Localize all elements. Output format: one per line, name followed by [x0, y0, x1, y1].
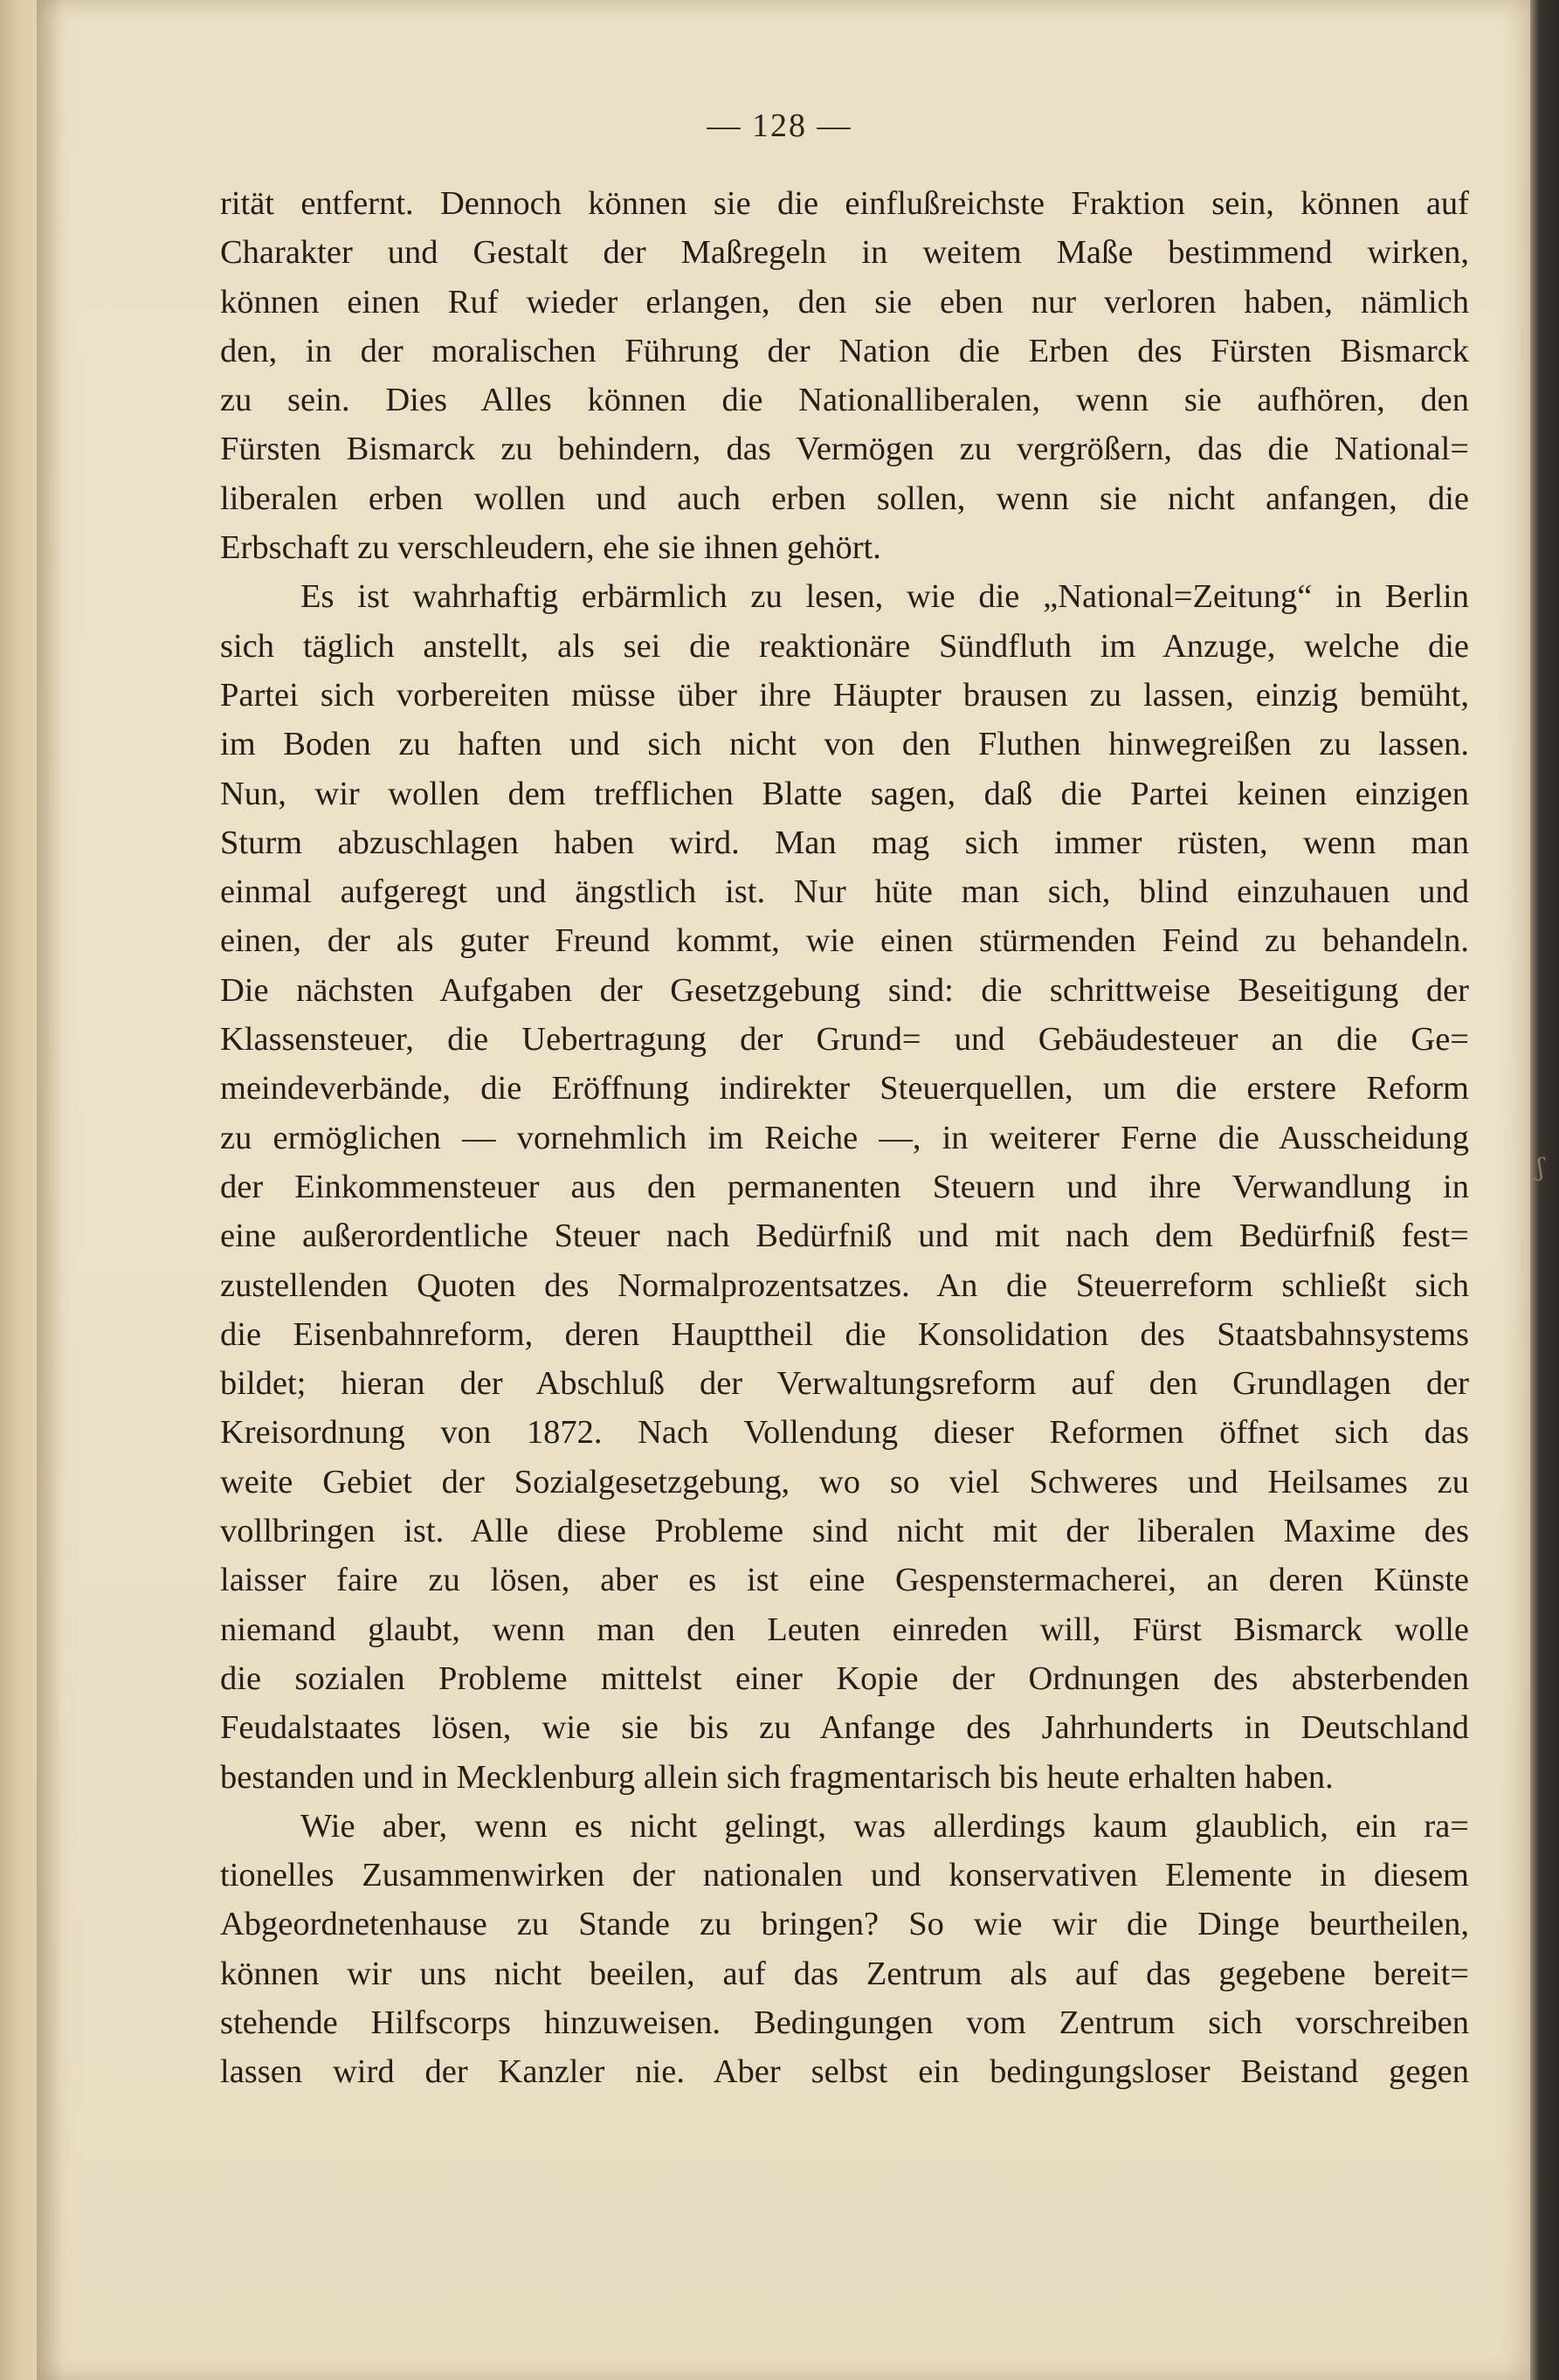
- text-line: der Einkommensteuer aus den permanenten Steuern und ihre Verwandlung in: [220, 1168, 1469, 1205]
- page-number: — 128 —: [707, 107, 852, 144]
- text-line: lassen wird der Kanzler nie. Aber selbst ein bedingungsloser Beistand gegen: [220, 2053, 1469, 2091]
- text-line: Klassensteuer, die Uebertragung der Grund= und Gebäudesteuer an die Ge=: [220, 1021, 1469, 1059]
- text-line: bestanden und in Mecklenburg allein sich fragmentarisch bis heute erhalten haben.: [220, 1758, 1334, 1796]
- text-line: liberalen erben wollen und auch erben sollen, wenn sie nicht anfangen, die: [220, 479, 1469, 517]
- text-line: stehende Hilfscorps hinzuweisen. Bedingungen vom Zentrum sich vorschreiben: [220, 2004, 1469, 2041]
- text-line: Charakter und Gestalt der Maßregeln in weitem Maße bestimmend wirken,: [220, 234, 1469, 272]
- text-line: rität entfernt. Dennoch können sie die einflußreichste Fraktion sein, können auf: [220, 185, 1469, 222]
- text-line: laisser faire zu lösen, aber es ist eine Gespenstermacherei, an deren Künste: [220, 1562, 1469, 1599]
- text-line: die sozialen Probleme mittelst einer Kopie der Ordnungen des absterbenden: [220, 1659, 1469, 1697]
- text-line: die Eisenbahnreform, deren Haupttheil die Konsolidation des Staatsbahnsystems: [220, 1315, 1469, 1353]
- text-line: meindeverbände, die Eröffnung indirekter Steuerquellen, um die erstere Reform: [220, 1070, 1469, 1107]
- text-line: Kreisordnung von 1872. Nach Vollendung dieser Reformen öffnet sich das: [220, 1414, 1469, 1452]
- text-line: zustellenden Quoten des Normalprozentsatzes. An die Steuerreform schließt sich: [220, 1266, 1469, 1304]
- text-line: Es ist wahrhaftig erbärmlich zu lesen, wie die „National=Zeitung“ in Berlin: [300, 578, 1469, 616]
- text-line: einmal aufgeregt und ängstlich ist. Nur hüte man sich, blind einzuhauen und: [220, 873, 1469, 911]
- text-line: Fürsten Bismarck zu behindern, das Vermögen zu vergrößern, das die National=: [220, 431, 1469, 468]
- text-line: Die nächsten Aufgaben der Gesetzgebung sind: die schrittweise Beseitigung der: [220, 971, 1469, 1009]
- text-line: weite Gebiet der Sozialgesetzgebung, wo so viel Schweres und Heilsames zu: [220, 1463, 1469, 1500]
- text-line: zu sein. Dies Alles können die Nationalliberalen, wenn sie aufhören, den: [220, 382, 1469, 419]
- text-line: können wir uns nicht beeilen, auf das Zentrum als auf das gegebene bereit=: [220, 1955, 1469, 1992]
- body-text: [220, 179, 1469, 2097]
- text-line: Nun, wir wollen dem trefflichen Blatte sagen, daß die Partei keinen einzigen: [220, 775, 1469, 812]
- spine-shadow: [37, 0, 63, 2380]
- text-line: im Boden zu haften und sich nicht von den Fluthen hinwegreißen zu lassen.: [220, 726, 1469, 763]
- text-line: niemand glaubt, wenn man den Leuten einreden will, Fürst Bismarck wolle: [220, 1611, 1469, 1648]
- text-line: Partei sich vorbereiten müsse über ihre Häupter brausen zu lassen, einzig bemüht,: [220, 676, 1469, 714]
- text-line: zu ermöglichen — vornehmlich im Reiche —, in weiterer Ferne die Ausscheidung: [220, 1119, 1469, 1156]
- text-line: vollbringen ist. Alle diese Probleme sind nicht mit der liberalen Maxime des: [220, 1513, 1469, 1550]
- text-line: den, in der moralischen Führung der Nation die Erben des Fürsten Bismarck: [220, 332, 1469, 369]
- text-line: tionelles Zusammenwirken der nationalen und konservativen Elemente in diesem: [220, 1857, 1469, 1894]
- text-line: Sturm abzuschlagen haben wird. Man mag sich immer rüsten, wenn man: [220, 824, 1469, 861]
- text-line: bildet; hieran der Abschluß der Verwaltungsreform auf den Grundlagen der: [220, 1365, 1469, 1403]
- margin-mark: ʃ: [1537, 1153, 1544, 1182]
- text-line: Wie aber, wenn es nicht gelingt, was allerdings kaum glaublich, ein ra=: [300, 1807, 1469, 1845]
- text-line: einen, der als guter Freund kommt, wie einen stürmenden Feind zu behandeln.: [220, 922, 1469, 960]
- text-line: können einen Ruf wieder erlangen, den sie eben nur verloren haben, nämlich: [220, 283, 1469, 321]
- text-line: Erbschaft zu verschleudern, ehe sie ihnen gehört.: [220, 529, 881, 567]
- text-line: sich täglich anstellt, als sei die reaktionäre Sündfluth im Anzuge, welche die: [220, 627, 1469, 665]
- text-line: Feudalstaates lösen, wie sie bis zu Anfange des Jahrhunderts in Deutschland: [220, 1709, 1469, 1747]
- text-line: Abgeordnetenhause zu Stande zu bringen? So wie wir die Dinge beurtheilen,: [220, 1906, 1469, 1943]
- text-line: eine außerordentliche Steuer nach Bedürfniß und mit nach dem Bedürfniß fest=: [220, 1218, 1469, 1255]
